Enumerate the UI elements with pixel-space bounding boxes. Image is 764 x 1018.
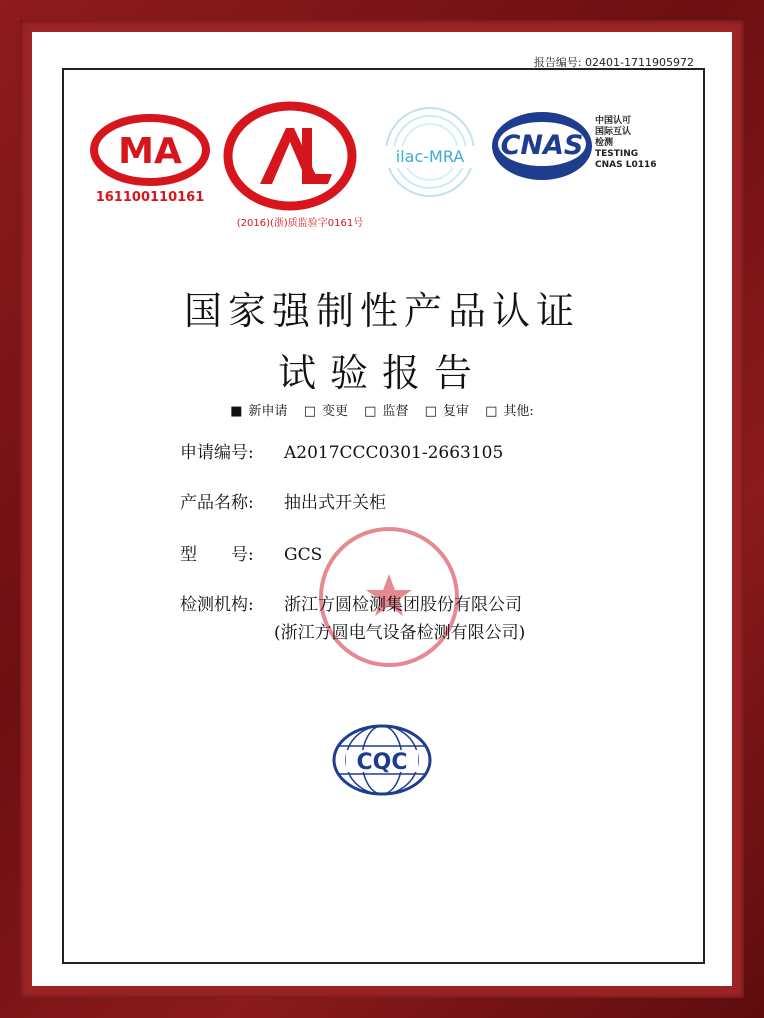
option-label: 复审	[442, 404, 469, 419]
option-new-application	[227, 404, 290, 419]
application-number-value: A2017CCC0301-2663105	[284, 443, 504, 463]
option-label: 变更	[322, 404, 349, 419]
cnas-logo	[490, 110, 670, 190]
cal-logo	[220, 100, 364, 230]
application-number-label: 申请编号:	[180, 443, 254, 463]
option-label: 新申请	[248, 404, 288, 419]
model-row	[180, 540, 322, 565]
cnas-caption-line: 国际互认	[595, 127, 632, 137]
testing-lab-label: 检测机构:	[180, 595, 254, 615]
product-name-row	[180, 488, 386, 513]
product-name-value: 抽出式开关柜	[284, 493, 386, 513]
option-label: 监督	[382, 404, 409, 419]
cnas-caption-line: 检测	[595, 138, 614, 148]
cma-code: 161100110161	[95, 190, 205, 205]
report-number: 报告编号: 02401-1711905972	[533, 56, 694, 69]
cqc-logo	[330, 722, 434, 798]
checkbox-icon: □	[364, 404, 377, 419]
testing-lab-row	[180, 590, 522, 615]
report-subtitle: 试验报告	[277, 351, 486, 395]
svg-text:ilac-MRA: ilac-MRA	[395, 147, 465, 166]
model-label: 型 号:	[180, 545, 254, 565]
report-page	[32, 32, 732, 986]
application-type-options	[32, 400, 732, 419]
checkbox-checked-icon: ■	[230, 404, 243, 419]
checkbox-icon: □	[485, 404, 498, 419]
cnas-caption	[595, 116, 657, 171]
application-number-row	[180, 438, 503, 463]
product-name-label: 产品名称:	[180, 493, 254, 513]
cnas-caption-line: 中国认可	[595, 116, 632, 126]
report-title: 国家强制性产品认证	[183, 289, 580, 333]
testing-lab-value: 浙江方圆检测集团股份有限公司	[284, 595, 522, 615]
cnas-caption-line: TESTING	[595, 149, 639, 159]
svg-text:MA: MA	[118, 131, 182, 172]
checkbox-icon: □	[424, 404, 437, 419]
option-change	[301, 404, 351, 419]
testing-lab-alt-name: (浙江方圆电气设备检测有限公司)	[274, 623, 526, 643]
option-other	[482, 404, 537, 419]
checkbox-icon: □	[303, 404, 316, 419]
option-review	[422, 404, 472, 419]
svg-text:CQC: CQC	[356, 750, 408, 775]
ilac-mra-logo	[380, 104, 480, 204]
cal-caption: (2016)(浙)质监验字0161号	[236, 218, 364, 229]
svg-text:CNAS: CNAS	[500, 130, 584, 161]
model-value: GCS	[284, 545, 323, 565]
cnas-caption-line: CNAS L0116	[595, 160, 657, 170]
cma-logo	[90, 112, 210, 212]
option-supervision	[361, 404, 411, 419]
option-label: 其他:	[503, 404, 534, 419]
